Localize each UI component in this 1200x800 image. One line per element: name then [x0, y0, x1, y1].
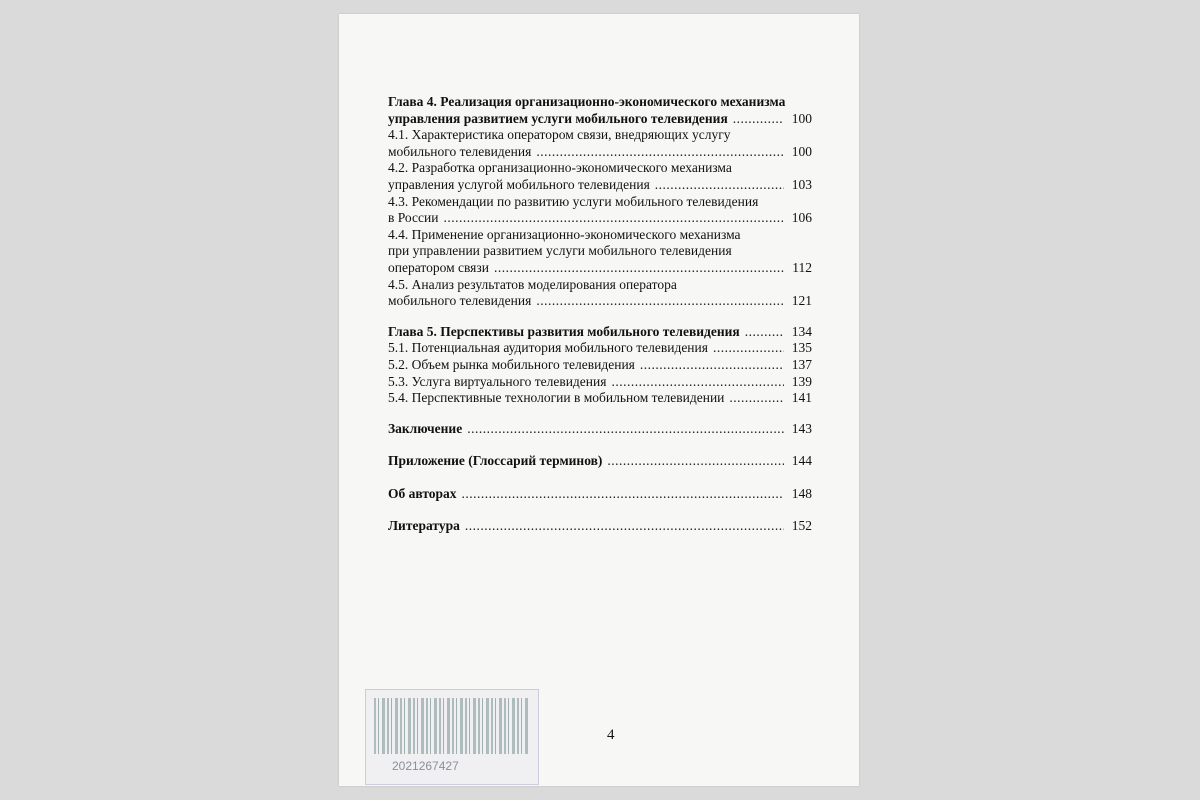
dot-leader	[611, 374, 784, 391]
toc-chapter-5	[388, 324, 812, 407]
authors-page: 148	[791, 485, 812, 501]
toc-conclusion	[388, 421, 812, 438]
dot-leader	[494, 260, 784, 277]
conclusion-title: Заключение	[388, 420, 463, 436]
chapter-4-title-line1: Глава 4. Реализация организационно-экономического механизма	[388, 94, 786, 109]
section-4-5-line1: 4.5. Анализ результатов моделирования оператора	[388, 276, 677, 292]
literature-page: 152	[791, 518, 812, 534]
section-5-4-page: 141	[791, 390, 812, 406]
dot-leader	[443, 210, 784, 227]
section-4-4-line1: 4.4. Применение организационно-экономического механизма	[388, 226, 741, 242]
chapter-5-page: 134	[791, 323, 812, 339]
appendix-page: 144	[791, 453, 812, 469]
section-4-3-line1: 4.3. Рекомендации по развитию услуги мобильного телевидения	[388, 193, 759, 209]
section-4-1-line2: мобильного телевидения	[388, 143, 532, 159]
section-5-1-title: 5.1. Потенциальная аудитория мобильного телевидения	[388, 340, 708, 356]
dot-leader	[467, 421, 784, 438]
section-4-4-line2: при управлении развитием услуги мобильного телевидения	[388, 243, 732, 259]
section-4-1-line1: 4.1. Характеристика оператором связи, внедряющих услугу	[388, 127, 731, 143]
conclusion-page: 143	[791, 420, 812, 436]
dot-leader	[607, 453, 784, 470]
toc-appendix	[388, 453, 812, 470]
barcode-icon	[374, 698, 530, 754]
section-4-5-page: 121	[791, 293, 812, 309]
dot-leader	[745, 324, 784, 341]
toc-literature	[388, 518, 812, 535]
book-page	[339, 14, 859, 786]
dot-leader	[733, 111, 784, 128]
toc-authors	[388, 486, 812, 503]
dot-leader	[462, 486, 784, 503]
section-5-3-page: 139	[791, 373, 812, 389]
section-4-3-page: 106	[791, 210, 812, 226]
dot-leader	[655, 177, 784, 194]
dot-leader	[713, 340, 784, 357]
dot-leader	[640, 357, 784, 374]
section-4-3-line2: в России	[388, 210, 439, 226]
section-5-1-page: 135	[791, 340, 812, 356]
section-4-2-line2: управления услугой мобильного телевидения	[388, 176, 650, 192]
section-5-4-title: 5.4. Перспективные технологии в мобильном телевидении	[388, 390, 725, 406]
section-5-3-title: 5.3. Услуга виртуального телевидения	[388, 373, 607, 389]
section-4-4-page: 112	[792, 259, 812, 275]
dot-leader	[465, 518, 784, 535]
section-4-1-page: 100	[791, 143, 812, 159]
page-number: 4	[607, 727, 615, 743]
section-4-4-line3: оператором связи	[388, 259, 489, 275]
section-4-5-line2: мобильного телевидения	[388, 293, 532, 309]
section-4-2-line1: 4.2. Разработка организационно-экономического механизма	[388, 160, 732, 176]
section-5-2-title: 5.2. Объем рынка мобильного телевидения	[388, 356, 635, 372]
barcode-number: 2021267427	[392, 759, 459, 773]
dot-leader	[536, 293, 784, 310]
chapter-4-title-line2: управления развитием услуги мобильного телевидения	[388, 110, 728, 126]
section-4-2-page: 103	[791, 176, 812, 192]
authors-title: Об авторах	[388, 485, 457, 501]
literature-title: Литература	[388, 518, 460, 534]
section-5-2-page: 137	[791, 356, 812, 372]
library-barcode-sticker	[365, 689, 539, 785]
appendix-title: Приложение (Глоссарий терминов)	[388, 453, 603, 469]
chapter-5-title: Глава 5. Перспективы развития мобильного телевидения	[388, 323, 740, 339]
toc-chapter-4	[388, 94, 812, 310]
table-of-contents	[388, 94, 812, 535]
chapter-4-page: 100	[791, 110, 812, 126]
dot-leader	[536, 144, 784, 161]
dot-leader	[729, 390, 784, 407]
